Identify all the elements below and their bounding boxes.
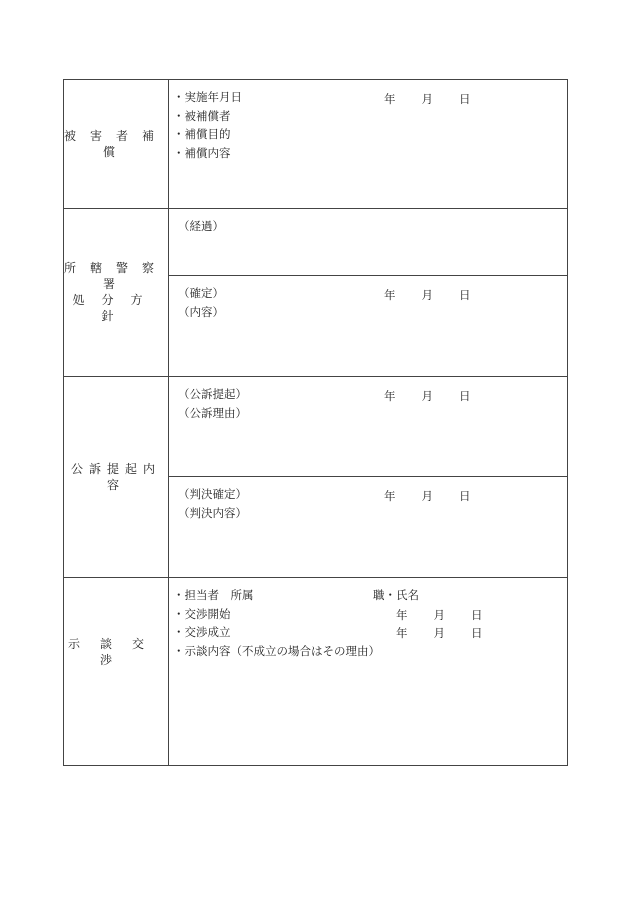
section-label-text: 被害者補償: [64, 129, 169, 159]
year-unit: 年: [384, 288, 396, 302]
settlement-items: [173, 586, 380, 660]
year-unit: 年: [384, 389, 396, 403]
filing-reason-heading: （公訴理由）: [178, 405, 247, 420]
month-unit: 月: [421, 489, 433, 503]
month-unit: 月: [421, 389, 433, 403]
settlement-label: [64, 577, 168, 727]
compensated-person-field: ・被補償者: [173, 108, 231, 123]
month-unit: 月: [433, 626, 445, 640]
day-unit: 日: [459, 489, 471, 503]
prosecution-label: [64, 376, 168, 577]
date-ymd: [384, 287, 471, 303]
police-policy-label: [64, 208, 168, 376]
year-unit: 年: [396, 608, 408, 622]
compensation-purpose-field: ・補償目的: [173, 127, 231, 141]
date-ymd: [396, 625, 483, 641]
progress-heading: （経過）: [178, 219, 224, 233]
subsection-divider: [168, 476, 567, 477]
judgment-content-heading: （判決内容）: [178, 505, 247, 520]
police-confirmation: [178, 284, 224, 321]
date-ymd: [384, 91, 471, 107]
date-ymd: [384, 388, 471, 404]
prosecution-filing: [178, 385, 247, 422]
report-form: [63, 79, 568, 766]
date-ymd: [384, 488, 471, 504]
month-unit: 月: [433, 608, 445, 622]
settlement-content-field: ・示談内容（不成立の場合はその理由）: [173, 643, 380, 658]
year-unit: 年: [384, 92, 396, 106]
day-unit: 日: [459, 92, 471, 106]
month-unit: 月: [421, 288, 433, 302]
section-label-text: 示談交渉: [67, 637, 164, 667]
content-heading: （内容）: [178, 304, 224, 319]
title-name-field: 職・氏名: [373, 588, 419, 602]
section-label-text: 公訴提起内容: [70, 461, 161, 492]
year-unit: 年: [384, 489, 396, 503]
judgment-confirmation-heading: （判決確定）: [178, 487, 247, 501]
compensation-content-field: ・補償内容: [173, 145, 231, 160]
judgment: [178, 485, 247, 522]
negotiation-concluded-field: ・交渉成立: [173, 625, 231, 639]
day-unit: 日: [459, 288, 471, 302]
day-unit: 日: [471, 626, 483, 640]
confirmation-heading: （確定）: [178, 286, 224, 300]
implementation-date-field: ・実施年月日: [173, 90, 242, 104]
negotiation-start-field: ・交渉開始: [173, 606, 231, 621]
date-ymd: [396, 607, 483, 623]
day-unit: 日: [471, 608, 483, 622]
filing-heading: （公訴提起）: [178, 387, 247, 401]
day-unit: 日: [459, 389, 471, 403]
victim-compensation-label: [64, 80, 168, 208]
person-in-charge-field: ・担当者 所属: [173, 588, 254, 602]
month-unit: 月: [421, 92, 433, 106]
subsection-divider: [168, 275, 567, 276]
section-label-line: 所轄警察署: [64, 261, 169, 291]
victim-compensation-items: [173, 88, 242, 162]
year-unit: 年: [396, 626, 408, 640]
section-label-line: 処分方針: [72, 293, 160, 323]
column-divider: [168, 80, 169, 765]
